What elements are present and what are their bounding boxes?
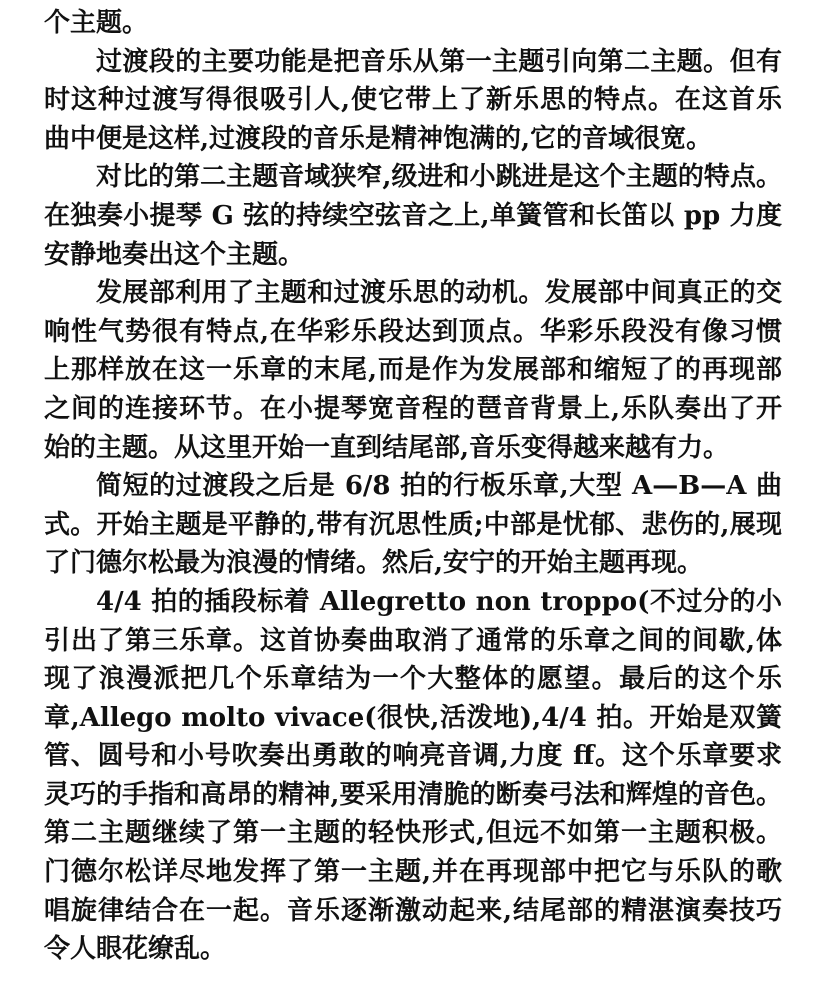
text-line: 章,Allego molto vivace(很快,活泼地),4/4 拍。开始是双簧	[44, 702, 782, 733]
paragraph	[44, 158, 782, 274]
text-line: 曲中便是这样,过渡段的音乐是精神饱满的,它的音域很宽。	[44, 123, 713, 154]
text-line: 现了浪漫派把几个乐章结为一个大整体的愿望。最后的这个乐	[44, 664, 782, 695]
text-line: 个主题。	[44, 8, 149, 38]
text-line: 4/4 拍的插段标着 Allegretto non troppo(不过分的小	[96, 586, 782, 617]
text-line: 上那样放在这一乐章的末尾,而是作为发展部和缩短了的再现部	[44, 355, 782, 386]
text-line: 响性气势很有特点,在华彩乐段达到顶点。华彩乐段没有像习惯	[44, 316, 782, 347]
text-line: 令人眼花缭乱。	[44, 934, 227, 965]
text-line: 唱旋律结合在一起。音乐逐渐激动起来,结尾部的精湛演奏技巧	[44, 895, 782, 926]
paragraph	[44, 274, 782, 467]
text-line: 过渡段的主要功能是把音乐从第一主题引向第二主题。但有	[96, 46, 782, 77]
paragraph	[44, 43, 782, 159]
paragraph	[44, 583, 782, 969]
text-line: 对比的第二主题音域狭窄,级进和小跳进是这个主题的特点。	[96, 162, 782, 193]
text-line: 灵巧的手指和高昂的精神,要采用清脆的断奏弓法和辉煌的音色。	[44, 779, 782, 810]
text-line: 式。开始主题是平静的,带有沉思性质;中部是忧郁、悲伤的,展现	[44, 509, 782, 540]
text-line: 第二主题继续了第一主题的轻快形式,但远不如第一主题积极。	[44, 818, 782, 849]
paragraph	[44, 4, 782, 43]
text-line: 引出了第三乐章。这首协奏曲取消了通常的乐章之间的间歇,体	[44, 625, 782, 656]
document-page	[44, 4, 782, 969]
text-line: 在独奏小提琴 G 弦的持续空弦音之上,单簧管和长笛以 pp 力度	[44, 200, 782, 231]
text-line: 管、圆号和小号吹奏出勇敢的响亮音调,力度 ff。这个乐章要求	[44, 741, 782, 772]
paragraph	[44, 467, 782, 583]
text-line: 时这种过渡写得很吸引人,使它带上了新乐思的特点。在这首乐	[44, 85, 782, 116]
text-line: 门德尔松详尽地发挥了第一主题,并在再现部中把它与乐队的歌	[44, 857, 782, 888]
text-line: 始的主题。从这里开始一直到结尾部,音乐变得越来越有力。	[44, 432, 730, 463]
text-line: 安静地奏出这个主题。	[44, 239, 305, 270]
text-line: 简短的过渡段之后是 6/8 拍的行板乐章,大型 A—B—A 曲	[96, 471, 782, 502]
text-line: 了门德尔松最为浪漫的情绪。然后,安宁的开始主题再现。	[44, 548, 704, 579]
text-line: 发展部利用了主题和过渡乐思的动机。发展部中间真正的交	[96, 278, 782, 309]
text-line: 之间的连接环节。在小提琴宽音程的琶音背景上,乐队奏出了开	[44, 393, 782, 424]
